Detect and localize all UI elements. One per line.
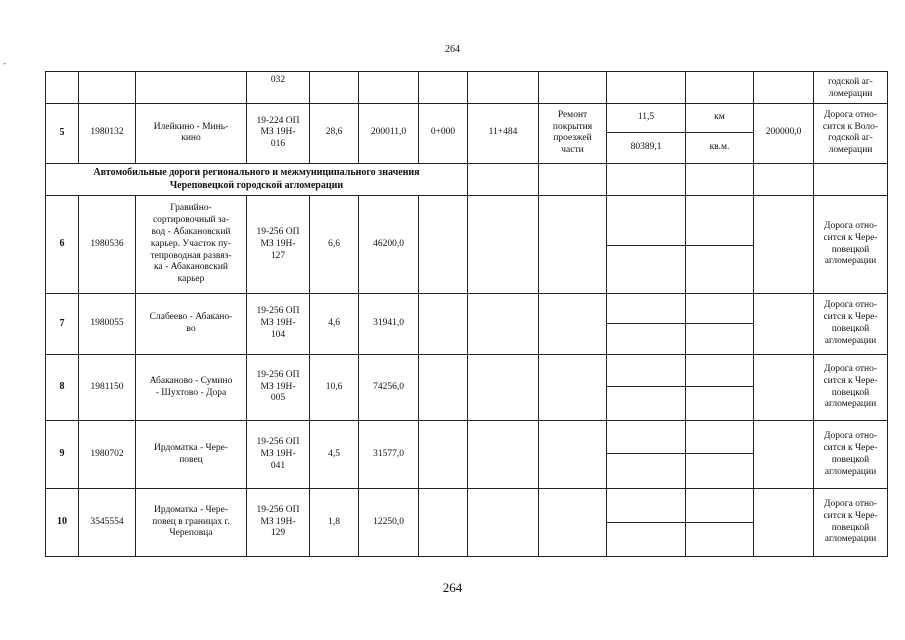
work-type	[539, 195, 607, 293]
cont-empty-cell	[419, 72, 468, 104]
unit-km	[686, 195, 754, 245]
section-header-row	[46, 164, 888, 196]
road-id: 1980702	[79, 421, 136, 489]
road-code: 19-256 ОП МЗ 19Н- 041	[247, 421, 310, 489]
unit-km: км	[686, 103, 754, 133]
work-type	[539, 489, 607, 557]
unit-km	[686, 294, 754, 324]
repair-sum	[754, 195, 814, 293]
quantity-sqm	[607, 522, 686, 556]
road-note: Дорога отно- сится к Чере- повецкой агломерации	[814, 421, 888, 489]
table-row	[46, 489, 888, 523]
road-id: 1981150	[79, 354, 136, 421]
work-type	[539, 294, 607, 354]
quantity-sqm	[607, 454, 686, 489]
cont-num-cell	[46, 72, 79, 104]
road-cost: 200011,0	[359, 103, 419, 163]
quantity-sqm	[607, 387, 686, 421]
page-number-bottom: 264	[442, 580, 463, 595]
road-name: Абаканово - Сумино - Шухтово - Дора	[136, 354, 247, 421]
cont-empty-cell	[468, 72, 539, 104]
repair-sum	[754, 489, 814, 557]
end-km	[468, 421, 539, 489]
row-number: 8	[46, 354, 79, 421]
work-type	[539, 354, 607, 421]
end-km	[468, 354, 539, 421]
start-km	[419, 195, 468, 293]
road-note: Дорога отно- сится к Воло- годской аг- ломерации	[814, 103, 888, 163]
road-length: 10,6	[310, 354, 359, 421]
quantity-km	[607, 354, 686, 387]
road-code: 19-256 ОП МЗ 19Н- 129	[247, 489, 310, 557]
page-edge-mark: -	[3, 58, 6, 68]
unit-sqm	[686, 522, 754, 556]
section-empty-cell	[539, 164, 607, 196]
end-km	[468, 489, 539, 557]
road-id: 1980132	[79, 103, 136, 163]
table-row	[46, 354, 888, 387]
road-cost: 12250,0	[359, 489, 419, 557]
work-type: Ремонт покрытия проезжей части	[539, 103, 607, 163]
road-note: Дорога отно- сится к Чере- повецкой агломерации	[814, 195, 888, 293]
start-km	[419, 489, 468, 557]
quantity-km	[607, 294, 686, 324]
repair-sum: 200000,0	[754, 103, 814, 163]
row-number: 5	[46, 103, 79, 163]
quantity-km	[607, 489, 686, 523]
road-note: Дорога отно- сится к Чере- повецкой агломерации	[814, 489, 888, 557]
row-number: 7	[46, 294, 79, 354]
cont-empty-cell	[539, 72, 607, 104]
quantity-km	[607, 421, 686, 454]
road-name: Илейкино - Минь- кино	[136, 103, 247, 163]
table-row	[46, 103, 888, 133]
road-cost: 46200,0	[359, 195, 419, 293]
repair-sum	[754, 421, 814, 489]
end-km	[468, 195, 539, 293]
section-empty-cell	[754, 164, 814, 196]
page-number-top: 264	[445, 44, 460, 55]
start-km: 0+000	[419, 103, 468, 163]
unit-sqm	[686, 387, 754, 421]
start-km	[419, 294, 468, 354]
cont-empty-cell	[359, 72, 419, 104]
road-id: 3545554	[79, 489, 136, 557]
start-km	[419, 354, 468, 421]
road-cost: 74256,0	[359, 354, 419, 421]
section-empty-cell	[686, 164, 754, 196]
road-cost: 31577,0	[359, 421, 419, 489]
cont-empty-cell	[686, 72, 754, 104]
road-length: 1,8	[310, 489, 359, 557]
unit-sqm	[686, 323, 754, 354]
road-length: 6,6	[310, 195, 359, 293]
unit-sqm	[686, 245, 754, 294]
cont-note-cell: годской аг- ломерации	[814, 72, 888, 104]
road-id: 1980536	[79, 195, 136, 293]
unit-sqm	[686, 454, 754, 489]
road-cost: 31941,0	[359, 294, 419, 354]
cont-empty-cell	[607, 72, 686, 104]
road-code: 19-256 ОП МЗ 19Н- 104	[247, 294, 310, 354]
end-km	[468, 294, 539, 354]
cont-code-cell: 032	[247, 72, 310, 104]
road-length: 4,5	[310, 421, 359, 489]
row-number: 9	[46, 421, 79, 489]
repair-sum	[754, 294, 814, 354]
road-name: Ирдоматка - Чере- повец	[136, 421, 247, 489]
quantity-km	[607, 195, 686, 245]
cont-id-cell	[79, 72, 136, 104]
end-km: 11+484	[468, 103, 539, 163]
cont-empty-cell	[310, 72, 359, 104]
repair-sum	[754, 354, 814, 421]
section-empty-cell	[607, 164, 686, 196]
road-name: Ирдоматка - Чере- повец в границах г. Череповца	[136, 489, 247, 557]
section-empty-cell	[814, 164, 888, 196]
row-number: 10	[46, 489, 79, 557]
section-empty-cell	[468, 164, 539, 196]
road-note: Дорога отно- сится к Чере- повецкой агломерации	[814, 294, 888, 354]
table-row	[46, 421, 888, 454]
unit-sqm: кв.м.	[686, 133, 754, 164]
table-row	[46, 195, 888, 245]
road-note: Дорога отно- сится к Чере- повецкой агломерации	[814, 354, 888, 421]
row-number: 6	[46, 195, 79, 293]
unit-km	[686, 354, 754, 387]
table-row	[46, 294, 888, 324]
road-code: 19-256 ОП МЗ 19Н- 127	[247, 195, 310, 293]
road-id: 1980055	[79, 294, 136, 354]
road-name: Гравийно- сортировочный за- вод - Абакановский карьер. Участок пу- тепроводная развяз- ка - Абакановский карьер	[136, 195, 247, 293]
cont-empty-cell	[754, 72, 814, 104]
road-length: 28,6	[310, 103, 359, 163]
road-name: Слабеево - Абакано- во	[136, 294, 247, 354]
unit-km	[686, 421, 754, 454]
cont-name-cell	[136, 72, 247, 104]
quantity-km: 11,5	[607, 103, 686, 133]
quantity-sqm	[607, 323, 686, 354]
start-km	[419, 421, 468, 489]
road-code: 19-224 ОП МЗ 19Н- 016	[247, 103, 310, 163]
quantity-sqm: 80389,1	[607, 133, 686, 164]
unit-km	[686, 489, 754, 523]
section-title: Автомобильные дороги регионального и межмуниципального значения Череповецкой городской агломерации	[46, 164, 468, 196]
work-type	[539, 421, 607, 489]
road-length: 4,6	[310, 294, 359, 354]
quantity-sqm	[607, 245, 686, 294]
continuation-row	[46, 72, 888, 88]
road-repair-table	[45, 71, 888, 557]
road-code: 19-256 ОП МЗ 19Н- 005	[247, 354, 310, 421]
